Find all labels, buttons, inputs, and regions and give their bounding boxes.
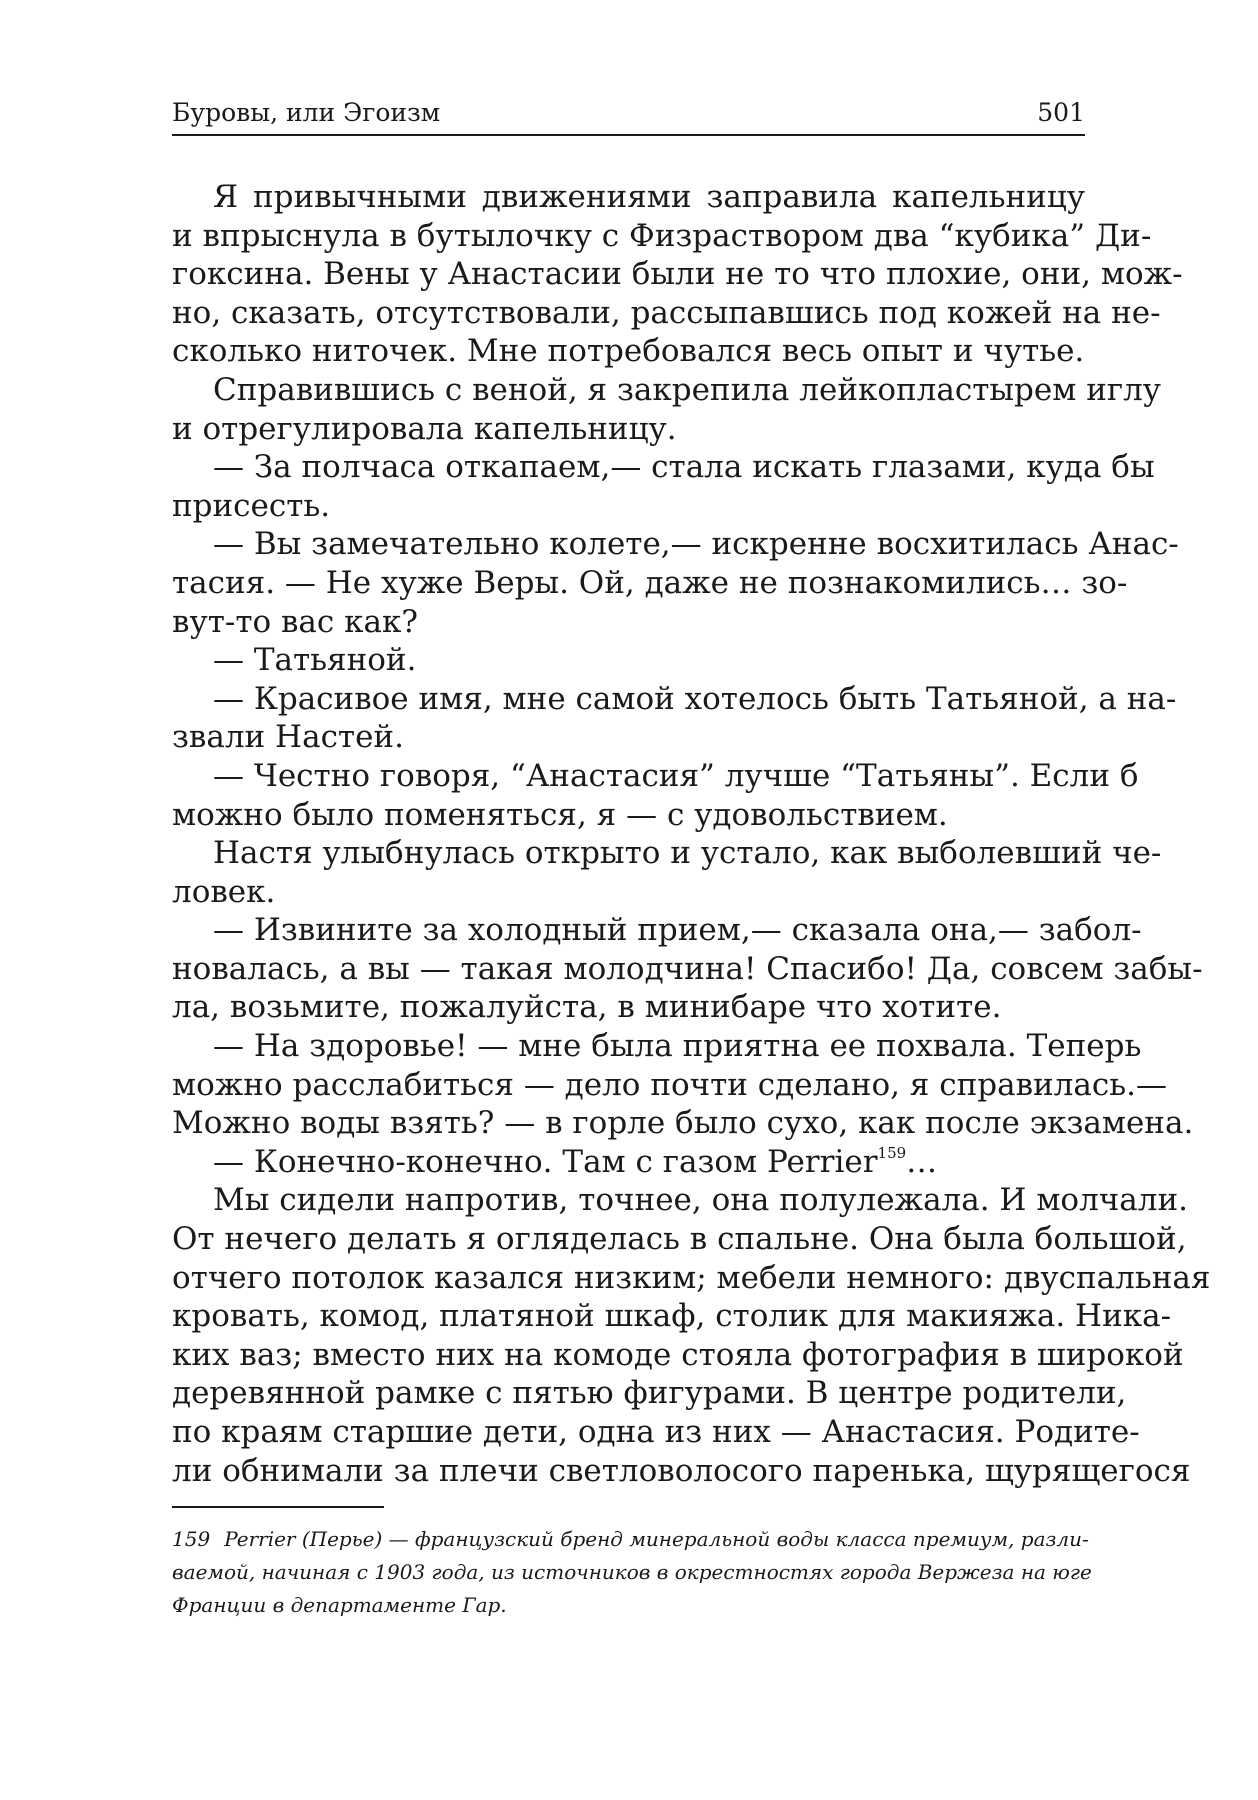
text-line: сколько ниточек. Мне потребовался весь опыт и чутье.: [172, 333, 1085, 370]
text-line: — Татьяной.: [213, 642, 417, 679]
text-line: Мы сидели напротив, точнее, она полулежала. И молчали.: [213, 1182, 1188, 1219]
text-line: вут-то вас как?: [172, 603, 418, 640]
text-line: — Красивое имя, мне самой хотелось быть Татьяной, а на-: [213, 680, 1177, 717]
text-line: звали Настей.: [172, 719, 404, 756]
footnote-reference: 159: [877, 1143, 907, 1162]
text-line: От нечего делать я огляделась в спальне. Она была большой,: [172, 1221, 1187, 1258]
text-line: и отрегулировала капельницу.: [172, 410, 677, 447]
text-line: ловек.: [172, 873, 276, 910]
running-title: Буровы, или Эгоизм: [172, 98, 441, 127]
text-line: ких ваз; вместо них на комоде стояла фотография в широкой: [172, 1336, 1184, 1373]
text-line: — На здоровье! — мне была приятна ее похвала. Теперь: [213, 1028, 1142, 1065]
text-line: Можно воды взять? — в горле было сухо, как после экзамена.: [172, 1105, 1194, 1142]
text-line: присесть.: [172, 487, 331, 524]
text-fragment: — Конечно-конечно. Там с газом Perrier: [213, 1143, 878, 1180]
text-line: но, сказать, отсутствовали, рассыпавшись под кожей на не-: [172, 294, 1161, 331]
footnote-text: Perrier (Перье) — французский бренд минеральной воды класса премиум, разли-: [224, 1527, 1089, 1551]
text-line: гоксина. Вены у Анастасии были не то что плохие, они, мож-: [172, 256, 1183, 293]
ellipsis: …: [906, 1143, 938, 1180]
text-line: ла, возьмите, пожалуйста, в минибаре что хотите.: [172, 989, 1002, 1026]
text-line: тасия. — Не хуже Веры. Ой, даже не познакомились… зо-: [172, 564, 1128, 601]
footnote-number: 159: [172, 1527, 211, 1551]
footnote-line: ваемой, начиная с 1903 года, из источников в окрестностях города Вержеза на юге: [172, 1560, 1092, 1584]
text-line: новалась, а вы — такая молодчина! Спасибо! Да, совсем забы-: [172, 950, 1203, 987]
text-line: — За полчаса откапаем,— стала искать глазами, куда бы: [213, 449, 1155, 486]
footnote-line: Франции в департаменте Гар.: [172, 1593, 507, 1617]
page-number: 501: [1037, 98, 1085, 127]
text-line: — Вы замечательно колете,— искренне восхитилась Анас-: [213, 526, 1179, 563]
text-line-with-footnote: [172, 1143, 1085, 1182]
footnote-separator: [172, 1506, 384, 1508]
text-line: по краям старшие дети, одна из них — Анастасия. Родите-: [172, 1414, 1140, 1450]
text-line: Я привычными движениями заправила капельницу: [213, 179, 1085, 215]
running-header: [172, 90, 1085, 136]
text-line: деревянной рамке с пятью фигурами. В центре родители,: [172, 1375, 1127, 1412]
text-line: можно расслабиться — дело почти сделано, я справилась.—: [172, 1066, 1167, 1103]
body-text: [172, 178, 1211, 1490]
footnote: [172, 1523, 1092, 1622]
footnote-line: [172, 1523, 1089, 1556]
text-line: отчего потолок казался низким; мебели немного: двуспальная: [172, 1259, 1211, 1296]
text-line: кровать, комод, платяной шкаф, столик для макияжа. Ника-: [172, 1298, 1172, 1335]
text-line: Справившись с веной, я закрепила лейкопластырем иглу: [213, 371, 1162, 408]
text-line: можно было поменяться, я — с удовольствием.: [172, 796, 948, 833]
text-line: Настя улыбнулась открыто и устало, как выболевший че-: [213, 835, 1162, 872]
text-line: ли обнимали за плечи светловолосого паренька, щурящегося: [172, 1452, 1191, 1489]
text-line: и впрыснула в бутылочку с Физраствором два “кубика” Ди-: [172, 217, 1152, 254]
text-line: — Извините за холодный прием,— сказала она,— забол-: [213, 912, 1142, 949]
text-line: — Честно говоря, “Анастасия” лучше “Татьяны”. Если б: [213, 757, 1139, 794]
